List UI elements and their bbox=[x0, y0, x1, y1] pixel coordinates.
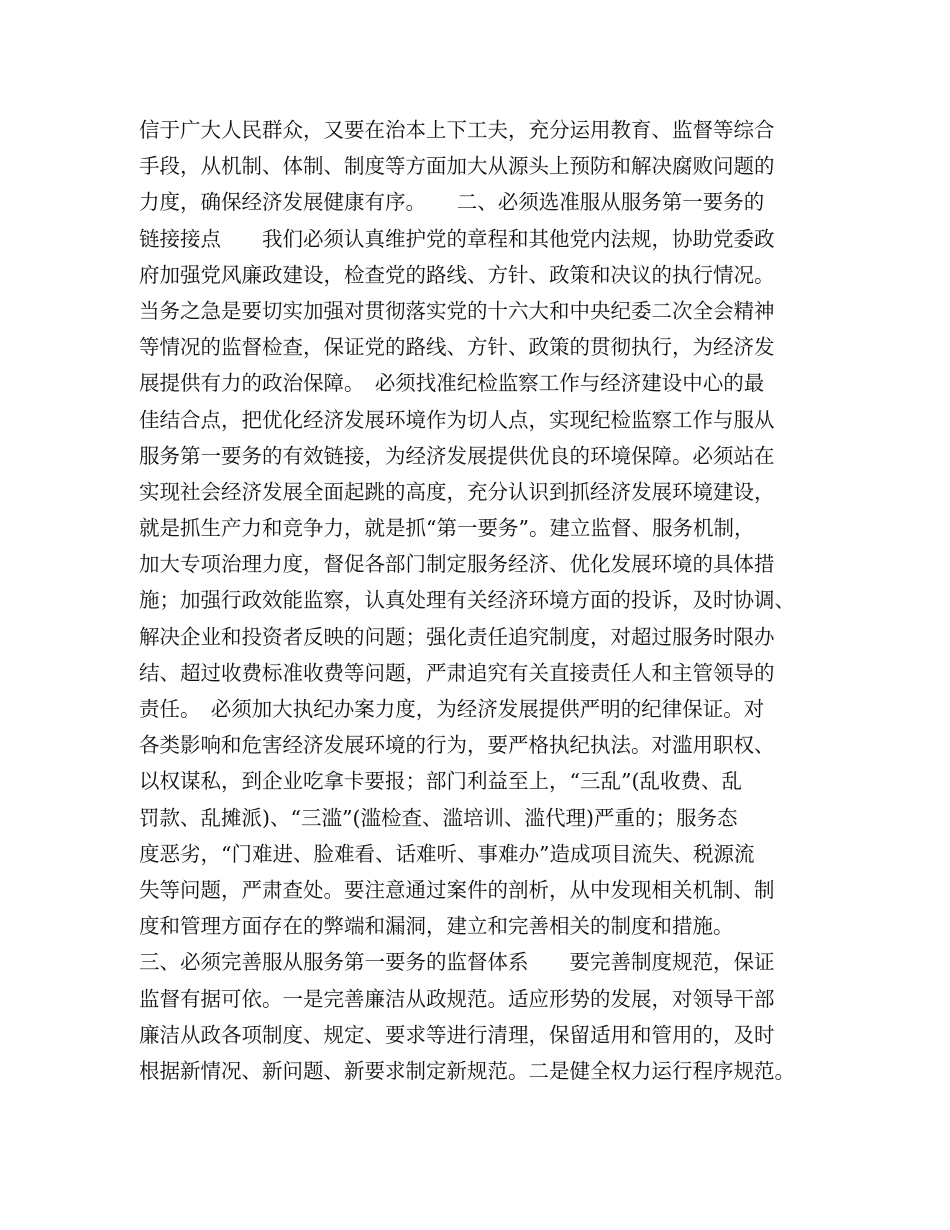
text-line: 失等问题，严肃查处。要注意通过案件的剖析，从中发现相关机制、制 bbox=[139, 877, 775, 902]
text-line: 佳结合点，把优化经济发展环境作为切人点，实现纪检监察工作与服从 bbox=[139, 407, 775, 432]
text-line: 廉洁从政各项制度、规定、要求等进行清理，保留适用和管用的，及时 bbox=[139, 1022, 775, 1047]
text-line: 就是抓生产力和竞争力，就是抓“第一要务”。建立监督、服务机制， bbox=[139, 516, 755, 541]
text-line: 等情况的监督检查，保证党的路线、方针、政策的贯彻执行，为经济发 bbox=[139, 335, 775, 360]
text-line: 罚款、乱摊派)、“三滥”(滥检查、滥培训、滥代理)严重的；服务态 bbox=[139, 805, 738, 830]
text-line: 三、必须完善服从服务第一要务的监督体系 要完善制度规范，保证 bbox=[139, 950, 775, 975]
text-line: 根据新情况、新问题、新要求制定新规范。二是健全权力运行程序规范。 bbox=[139, 1058, 795, 1083]
body-text bbox=[139, 112, 839, 1089]
text-line: 责任。 必须加大执纪办案力度，为经济发展提供严明的纪律保证。对 bbox=[139, 697, 765, 721]
text-line: 加大专项治理力度，督促各部门制定服务经济、优化发展环境的具体措 bbox=[139, 552, 775, 577]
text-line: 链接接点 我们必须认真维护党的章程和其他党内法规，协助党委政 bbox=[139, 226, 775, 251]
text-line: 以权谋私，到企业吃拿卡要报；部门利益至上，“三乱”(乱收费、乱 bbox=[139, 769, 742, 794]
text-line: 结、超过收费标准收费等问题，严肃追究有关直接责任人和主管领导的 bbox=[139, 660, 775, 685]
text-line: 府加强党风廉政建设，检查党的路线、方针、政策和决议的执行情况。 bbox=[139, 262, 775, 287]
text-line: 力度，确保经济发展健康有序。 二、必须选准服从服务第一要务的 bbox=[139, 190, 765, 215]
text-line: 解决企业和投资者反映的问题；强化责任追究制度，对超过服务时限办 bbox=[139, 624, 775, 649]
text-line: 各类影响和危害经济发展环境的行为，要严格执纪执法。对滥用职权、 bbox=[139, 733, 775, 758]
text-line: 度恶劣，“门难进、脸难看、话难听、事难办”造成项目流失、税源流 bbox=[139, 841, 755, 866]
text-line: 信于广大人民群众，又要在治本上下工夫，充分运用教育、监督等综合 bbox=[139, 118, 775, 142]
text-line: 施；加强行政效能监察，认真处理有关经济环境方面的投诉，及时协调、 bbox=[139, 588, 795, 613]
text-line: 展提供有力的政治保障。 必须找准纪检监察工作与经济建设中心的最 bbox=[139, 371, 765, 396]
text-line: 度和管理方面存在的弊端和漏洞，建立和完善相关的制度和措施。 bbox=[139, 914, 734, 939]
text-line: 当务之急是要切实加强对贯彻落实党的十六大和中央纪委二次全会精神 bbox=[139, 298, 775, 323]
text-line: 实现社会经济发展全面起跳的高度，充分认识到抓经济发展环境建设， bbox=[139, 479, 775, 504]
text-line: 手段，从机制、体制、制度等方面加大从源头上预防和解决腐败问题的 bbox=[139, 154, 775, 179]
text-line: 监督有据可依。一是完善廉洁从政规范。适应形势的发展，对领导干部 bbox=[139, 986, 775, 1011]
text-line: 服务第一要务的有效链接，为经济发展提供优良的环境保障。必须站在 bbox=[139, 443, 775, 468]
